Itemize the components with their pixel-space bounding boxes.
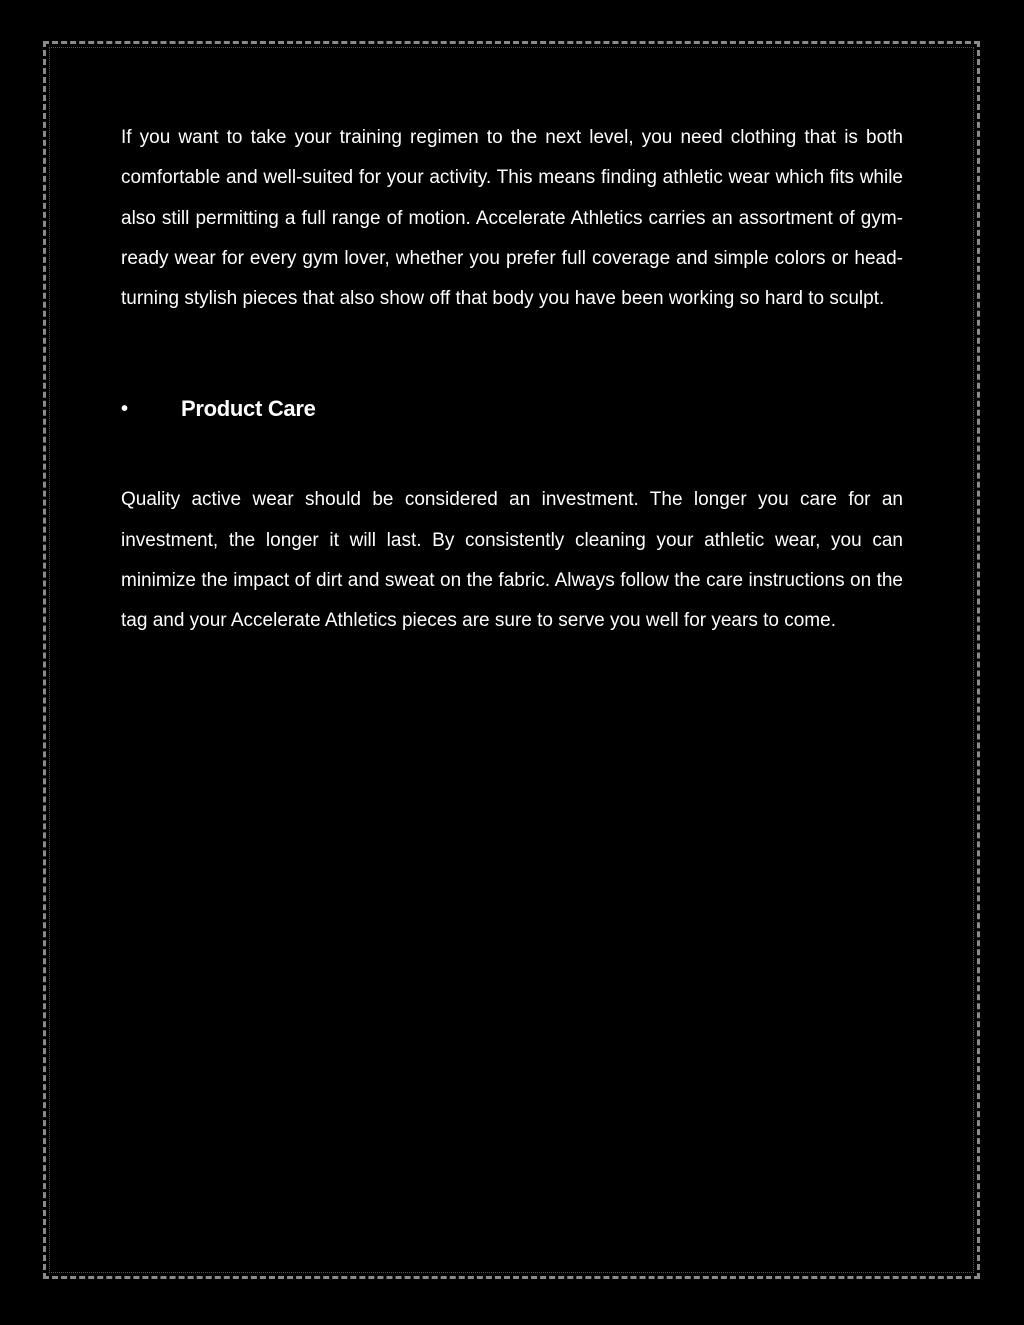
product-care-paragraph: Quality active wear should be considered an investment. The longer you care for an investment, the longer it will last. By consistently cleaning your athletic wear, you can minimize the impact of dirt and sweat on the fabric. Always follow the care instructions on the tag and your Accelerate Athletics pieces are sure to serve you well for years to come. <box>121 489 903 632</box>
intro-paragraph: If you want to take your training regimen to the next level, you need clothing that is both comfortable and well-suited for your activity. This means finding athletic wear which fits while also still permitting a full range of motion. Accelerate Athletics carries an assortment of gym-ready wear for every gym lover, whether you prefer full coverage and simple colors or head-turning stylish pieces that also show off that body you have been working so hard to sculpt. <box>121 127 903 310</box>
section-heading-row <box>121 389 903 429</box>
bullet-icon: • <box>121 397 129 420</box>
document-content <box>121 118 903 642</box>
section-heading: Product Care <box>181 396 316 422</box>
